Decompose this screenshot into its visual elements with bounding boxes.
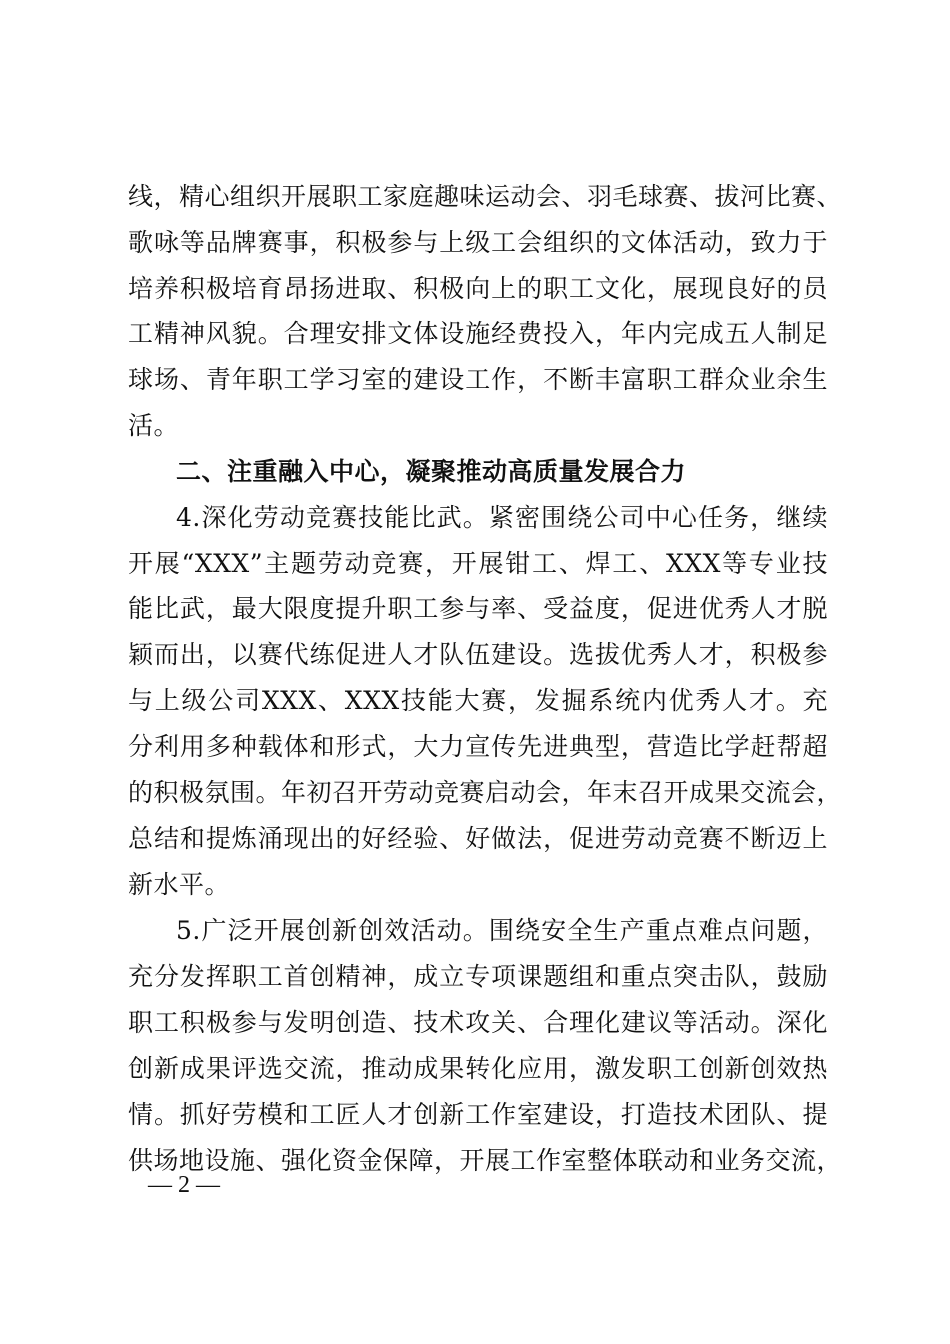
paragraph-line: 充分发挥职工首创精神，成立专项课题组和重点突击队，鼓励: [128, 962, 828, 991]
paragraph-line: 5.广泛开展创新创效活动。围绕安全生产重点难点问题，: [176, 916, 828, 945]
paragraph-line: 歌咏等品牌赛事，积极参与上级工会组织的文体活动，致力于: [128, 228, 828, 257]
paragraph-line: 新水平。: [128, 870, 231, 899]
paragraph-line: 开展“XXX”主题劳动竞赛，开展钳工、焊工、XXX等专业技: [128, 549, 828, 578]
paragraph-line: 与上级公司XXX、XXX技能大赛，发掘系统内优秀人才。充: [128, 686, 828, 715]
paragraph-line: 情。抓好劳模和工匠人才创新工作室建设，打造技术团队、提: [128, 1100, 828, 1129]
paragraph-line: 分利用多种载体和形式，大力宣传先进典型，营造比学赶帮超: [128, 732, 828, 761]
section-heading: 二、注重融入中心，凝聚推动高质量发展合力: [176, 457, 687, 486]
paragraph-line: 职工积极参与发明创造、技术攻关、合理化建议等活动。深化: [128, 1008, 828, 1037]
paragraph-line: 颖而出，以赛代练促进人才队伍建设。选拔优秀人才，积极参: [128, 640, 828, 669]
paragraph-line: 供场地设施、强化资金保障，开展工作室整体联动和业务交流，: [128, 1146, 843, 1175]
paragraph-line: 线，精心组织开展职工家庭趣味运动会、羽毛球赛、拔河比赛、: [128, 182, 843, 211]
paragraph-line: 培养积极培育昂扬进取、积极向上的职工文化，展现良好的员: [128, 274, 828, 303]
paragraph-line: 4.深化劳动竞赛技能比武。紧密围绕公司中心任务，继续: [176, 503, 828, 532]
page-number: — 2 —: [148, 1172, 220, 1198]
paragraph-line: 能比武，最大限度提升职工参与率、受益度，促进优秀人才脱: [128, 594, 828, 623]
paragraph-line: 工精神风貌。合理安排文体设施经费投入，年内完成五人制足: [128, 319, 828, 348]
paragraph-line: 球场、青年职工学习室的建设工作，不断丰富职工群众业余生: [128, 365, 828, 394]
paragraph-line: 创新成果评选交流，推动成果转化应用，激发职工创新创效热: [128, 1054, 828, 1083]
paragraph-line: 活。: [128, 411, 180, 440]
paragraph-line: 的积极氛围。年初召开劳动竞赛启动会，年末召开成果交流会，: [128, 778, 843, 807]
paragraph-line: 总结和提炼涌现出的好经验、好做法，促进劳动竞赛不断迈上: [128, 824, 828, 853]
